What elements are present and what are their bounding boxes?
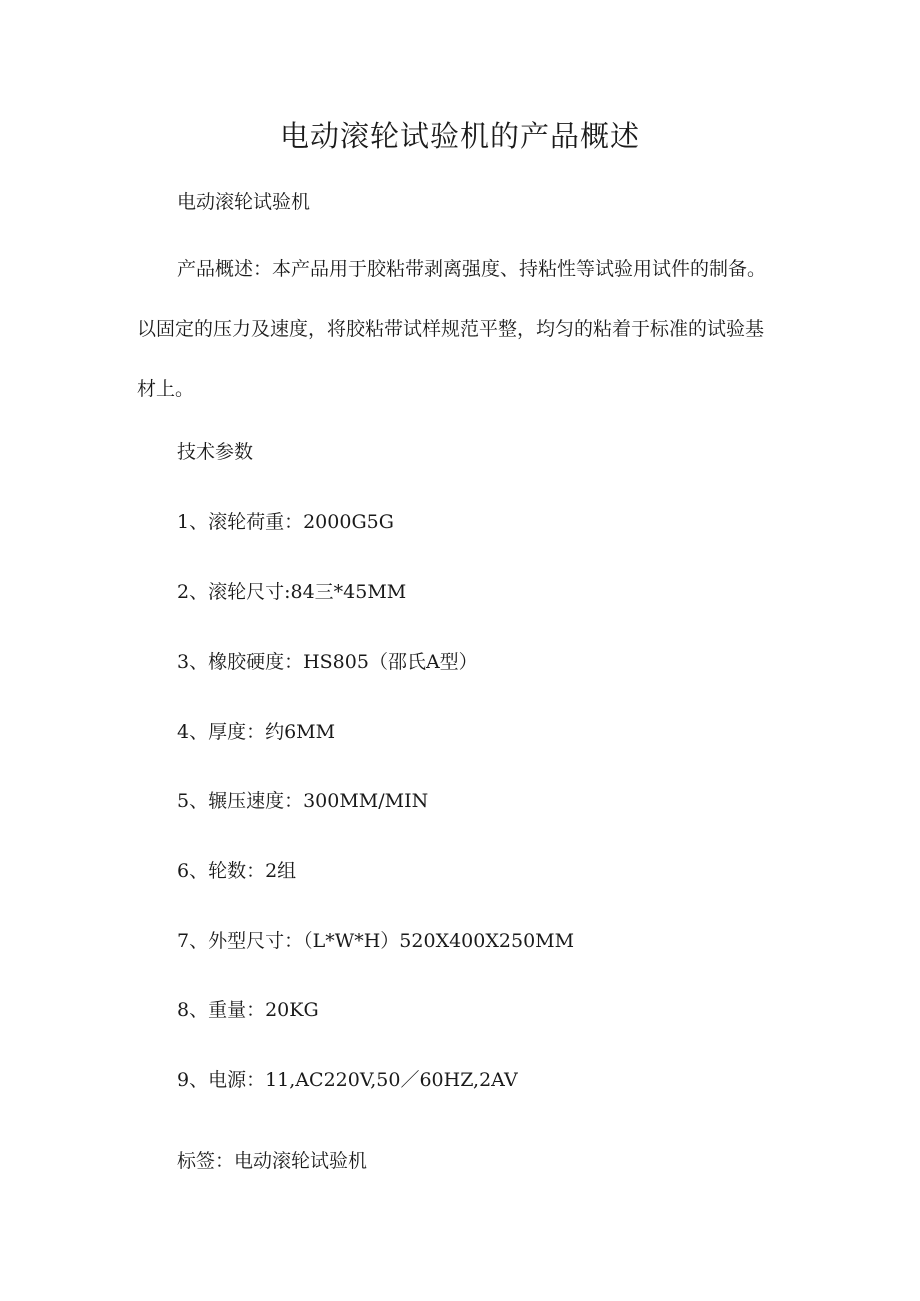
- spec-item-2: 2、滚轮尺寸:84三*45MM: [177, 581, 407, 603]
- spec-item-1: 1、滚轮荷重：2000G5G: [177, 511, 394, 533]
- overview-line: 以固定的压力及速度，将胶粘带试样规范平整，均匀的粘着于标准的试验基: [137, 318, 765, 340]
- spec-item-5: 5、辗压速度：300MM/MIN: [177, 790, 429, 812]
- spec-item-6: 6、轮数：2组: [177, 860, 297, 882]
- spec-item-3: 3、橡胶硬度：HS805（邵氏A型）: [177, 651, 478, 673]
- overview-line: 产品概述：本产品用于胶粘带剥离强度、持粘性等试验用试件的制备。: [177, 258, 767, 280]
- spec-heading: 技术参数: [177, 441, 254, 463]
- overview-line: 材上。: [137, 378, 195, 400]
- spec-item-9: 9、电源：11,AC220V,50／60HZ,2AV: [177, 1069, 518, 1091]
- overview-paragraph: [137, 254, 817, 434]
- spec-item-4: 4、厚度：约6MM: [177, 721, 336, 743]
- document-title: 电动滚轮试验机的产品概述: [279, 119, 640, 153]
- spec-item-8: 8、重量：20KG: [177, 999, 319, 1021]
- product-name: 电动滚轮试验机: [177, 191, 311, 213]
- spec-item-7: 7、外型尺寸：（L*W*H）520X400X250MM: [177, 930, 575, 952]
- tag-line: 标签：电动滚轮试验机: [177, 1150, 368, 1172]
